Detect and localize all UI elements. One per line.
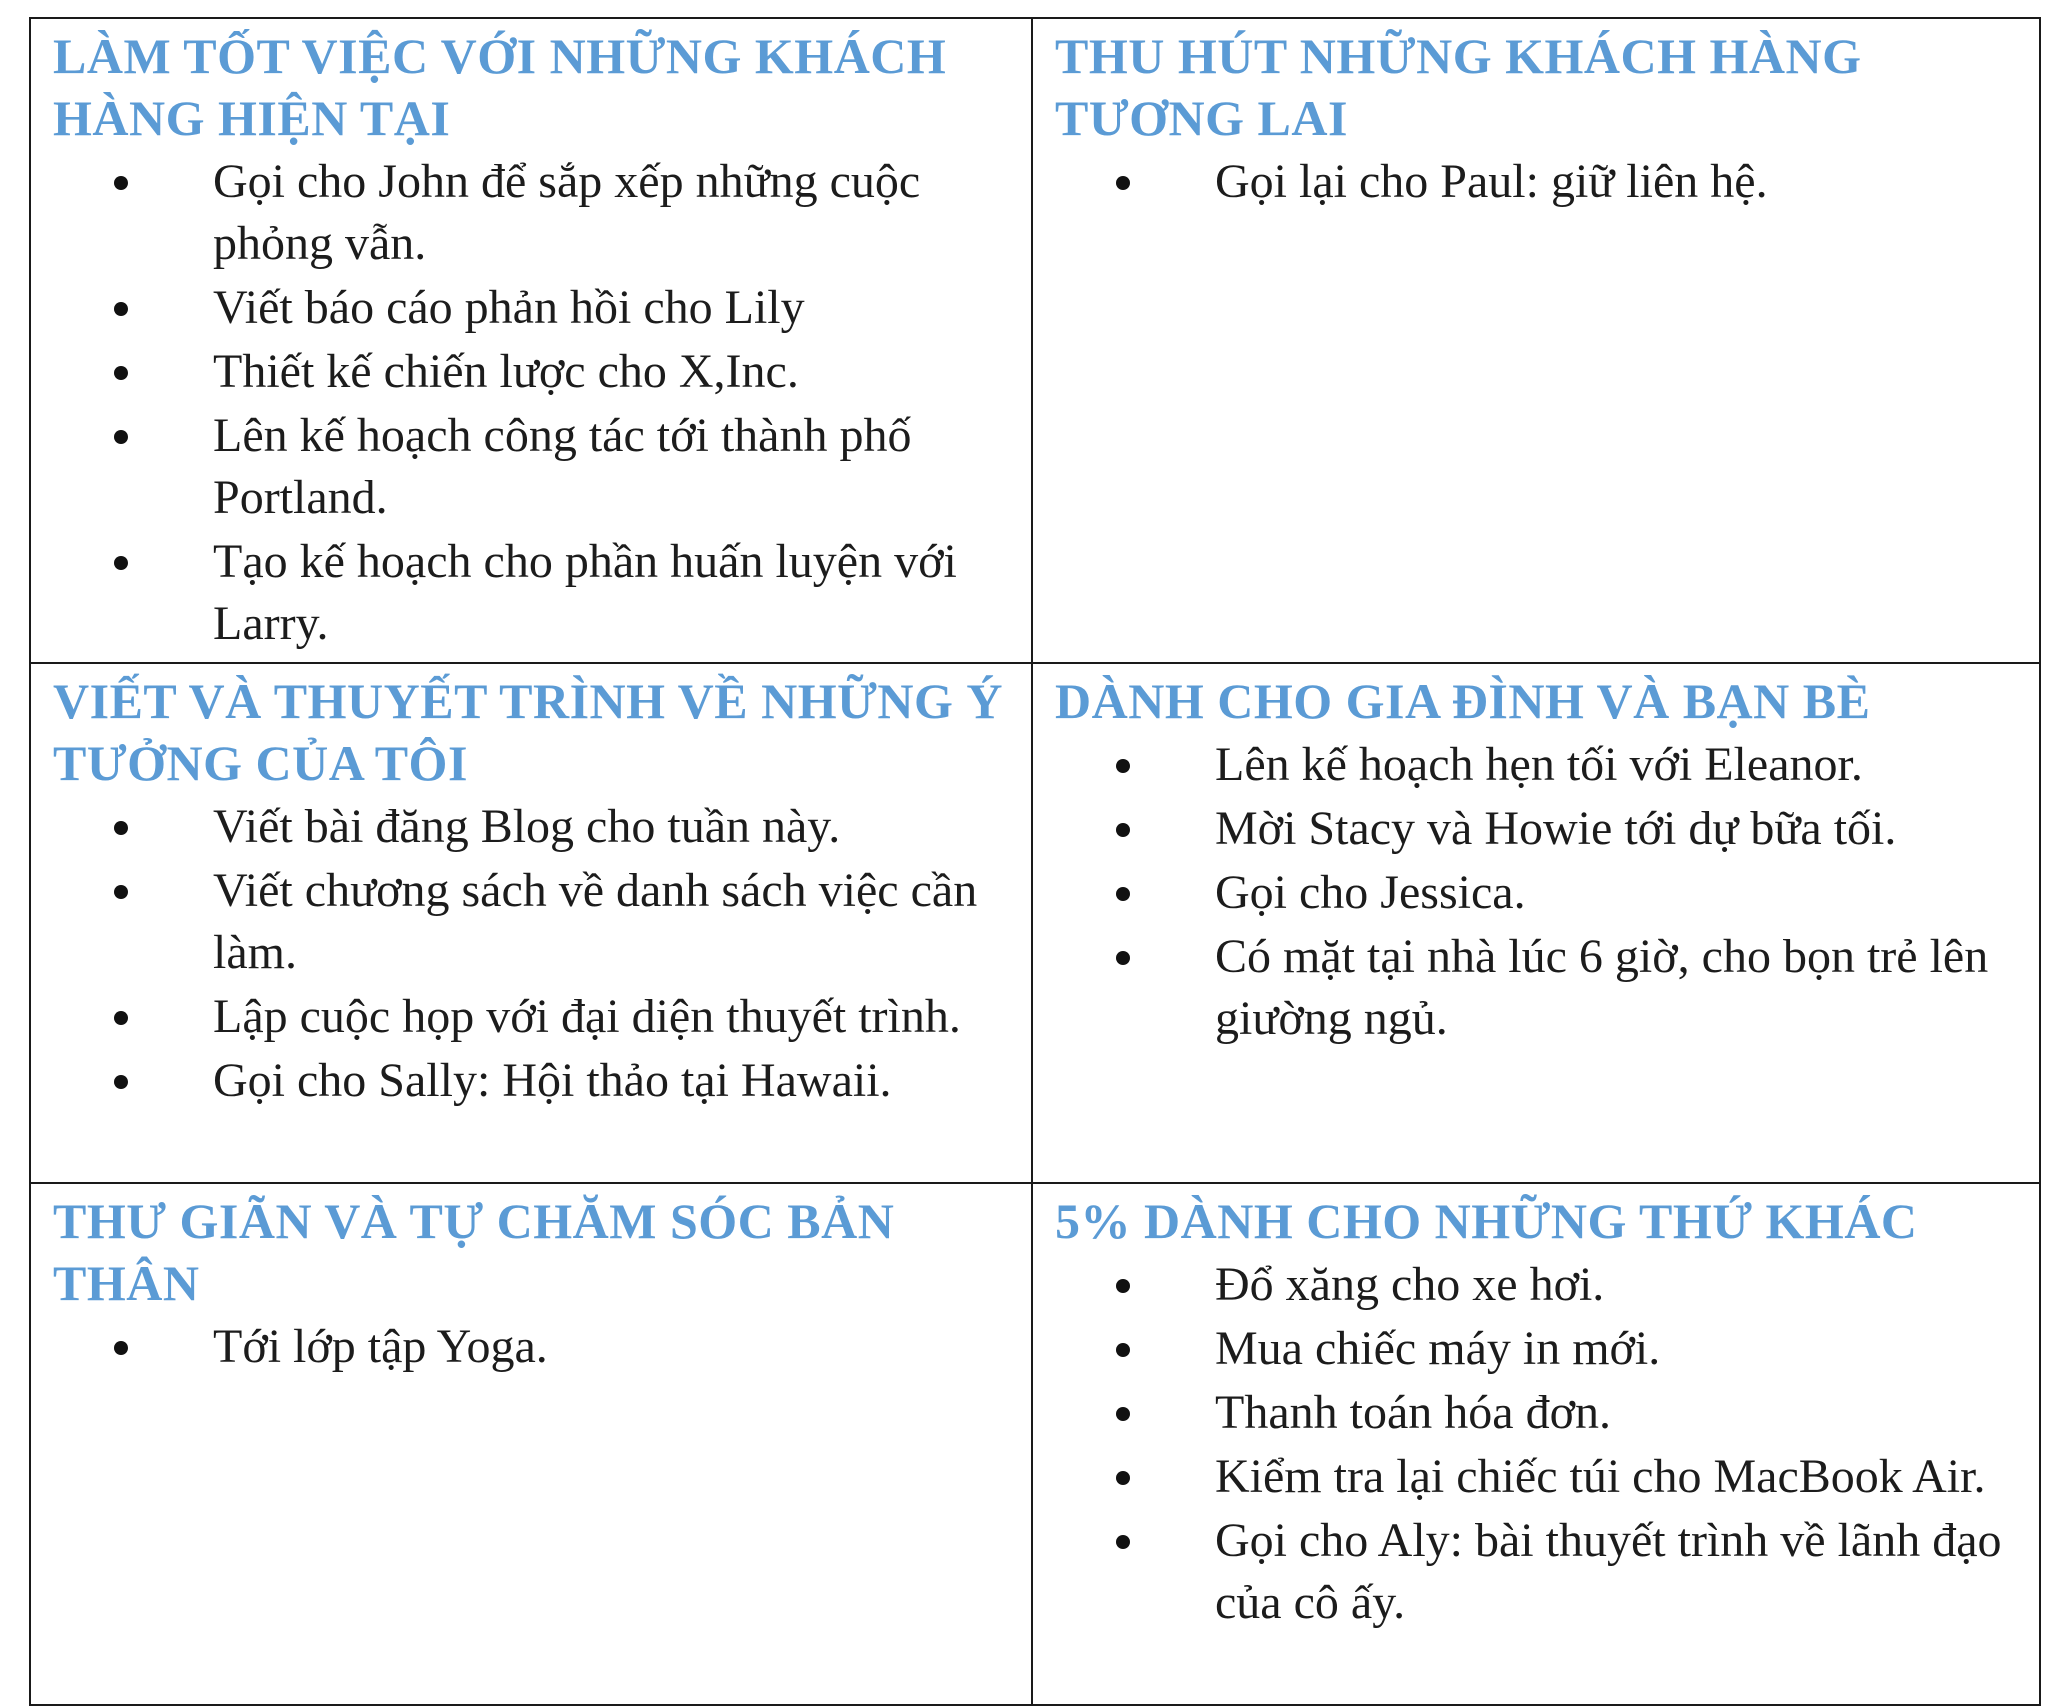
list-item: [1215, 1380, 2025, 1444]
list-item: [1215, 732, 2025, 796]
priority-table: [29, 17, 2041, 1706]
list-item: [213, 339, 1017, 403]
list-item: [1215, 924, 2025, 1050]
quadrant-current-clients: [30, 18, 1032, 663]
task-text: Kiểm tra lại chiếc túi cho MacBook Air.: [1215, 1450, 1986, 1503]
bullet-icon: [114, 366, 128, 380]
list-item: [213, 149, 1017, 275]
bullet-icon: [114, 1075, 128, 1089]
bullet-icon: [114, 556, 128, 570]
task-text: Viết bài đăng Blog cho tuần này.: [213, 800, 841, 853]
list-item: [213, 1314, 1017, 1378]
quadrant-future-clients: [1032, 18, 2040, 663]
task-text: Lên kế hoạch công tác tới thành phố Portland.: [213, 409, 912, 524]
list-item: [1215, 796, 2025, 860]
task-list: [53, 1314, 1017, 1378]
bullet-icon: [1116, 759, 1130, 773]
bullet-icon: [1116, 176, 1130, 190]
task-text: Có mặt tại nhà lúc 6 giờ, cho bọn trẻ lên giường ngủ.: [1215, 930, 1989, 1045]
bullet-icon: [1116, 1471, 1130, 1485]
quadrant-family-friends: [1032, 663, 2040, 1183]
list-item: [213, 529, 1017, 655]
bullet-icon: [1116, 1535, 1130, 1549]
task-list: [1055, 732, 2025, 1050]
bullet-icon: [1116, 951, 1130, 965]
task-text: Tạo kế hoạch cho phần huấn luyện với Larry.: [213, 535, 957, 650]
list-item: [1215, 1444, 2025, 1508]
list-item: [1215, 860, 2025, 924]
task-text: Lập cuộc họp với đại diện thuyết trình.: [213, 990, 961, 1043]
bullet-icon: [114, 430, 128, 444]
list-item: [213, 1048, 1017, 1112]
list-item: [1215, 149, 2025, 213]
task-text: Mời Stacy và Howie tới dự bữa tối.: [1215, 802, 1897, 855]
task-text: Gọi cho Aly: bài thuyết trình về lãnh đạo của cô ấy.: [1215, 1514, 2002, 1629]
bullet-icon: [114, 302, 128, 316]
quadrant-heading: VIẾT VÀ THUYẾT TRÌNH VỀ NHỮNG Ý TƯỞNG CỦA TÔI: [53, 673, 1003, 791]
bullet-icon: [1116, 1343, 1130, 1357]
list-item: [213, 794, 1017, 858]
bullet-icon: [114, 885, 128, 899]
bullet-icon: [114, 821, 128, 835]
quadrant-self-care: [30, 1183, 1032, 1705]
task-text: Viết chương sách về danh sách việc cần làm.: [213, 864, 978, 979]
task-text: Thiết kế chiến lược cho X,Inc.: [213, 345, 799, 398]
list-item: [213, 403, 1017, 529]
list-item: [1215, 1508, 2025, 1634]
task-list: [53, 794, 1017, 1112]
task-list: [1055, 1252, 2025, 1634]
list-item: [213, 984, 1017, 1048]
task-text: Đổ xăng cho xe hơi.: [1215, 1258, 1605, 1311]
list-item: [1215, 1252, 2025, 1316]
list-item: [1215, 1316, 2025, 1380]
bullet-icon: [114, 1341, 128, 1355]
quadrant-other-things: [1032, 1183, 2040, 1705]
task-text: Gọi lại cho Paul: giữ liên hệ.: [1215, 155, 1768, 208]
bullet-icon: [1116, 1279, 1130, 1293]
list-item: [213, 858, 1017, 984]
bullet-icon: [114, 176, 128, 190]
list-item: [213, 275, 1017, 339]
task-text: Viết báo cáo phản hồi cho Lily: [213, 281, 805, 334]
quadrant-heading: THƯ GIÃN VÀ TỰ CHĂM SÓC BẢN THÂN: [53, 1193, 895, 1311]
quadrant-heading: LÀM TỐT VIỆC VỚI NHỮNG KHÁCH HÀNG HIỆN TẠI: [53, 28, 947, 146]
task-text: Tới lớp tập Yoga.: [213, 1320, 548, 1373]
bullet-icon: [1116, 887, 1130, 901]
task-list: [1055, 149, 2025, 213]
task-text: Gọi cho John để sắp xếp những cuộc phỏng vẫn.: [213, 155, 921, 270]
quadrant-heading: 5% DÀNH CHO NHỮNG THỨ KHÁC: [1055, 1193, 1918, 1249]
bullet-icon: [1116, 823, 1130, 837]
task-text: Lên kế hoạch hẹn tối với Eleanor.: [1215, 738, 1863, 791]
task-text: Gọi cho Jessica.: [1215, 866, 1526, 919]
task-text: Thanh toán hóa đơn.: [1215, 1386, 1611, 1439]
quadrant-write-present: [30, 663, 1032, 1183]
task-text: Gọi cho Sally: Hội thảo tại Hawaii.: [213, 1054, 892, 1107]
quadrant-heading: DÀNH CHO GIA ĐÌNH VÀ BẠN BÈ: [1055, 673, 1871, 729]
task-list: [53, 149, 1017, 655]
bullet-icon: [114, 1011, 128, 1025]
task-text: Mua chiếc máy in mới.: [1215, 1322, 1661, 1375]
quadrant-heading: THU HÚT NHỮNG KHÁCH HÀNG TƯƠNG LAI: [1055, 28, 1862, 146]
bullet-icon: [1116, 1407, 1130, 1421]
